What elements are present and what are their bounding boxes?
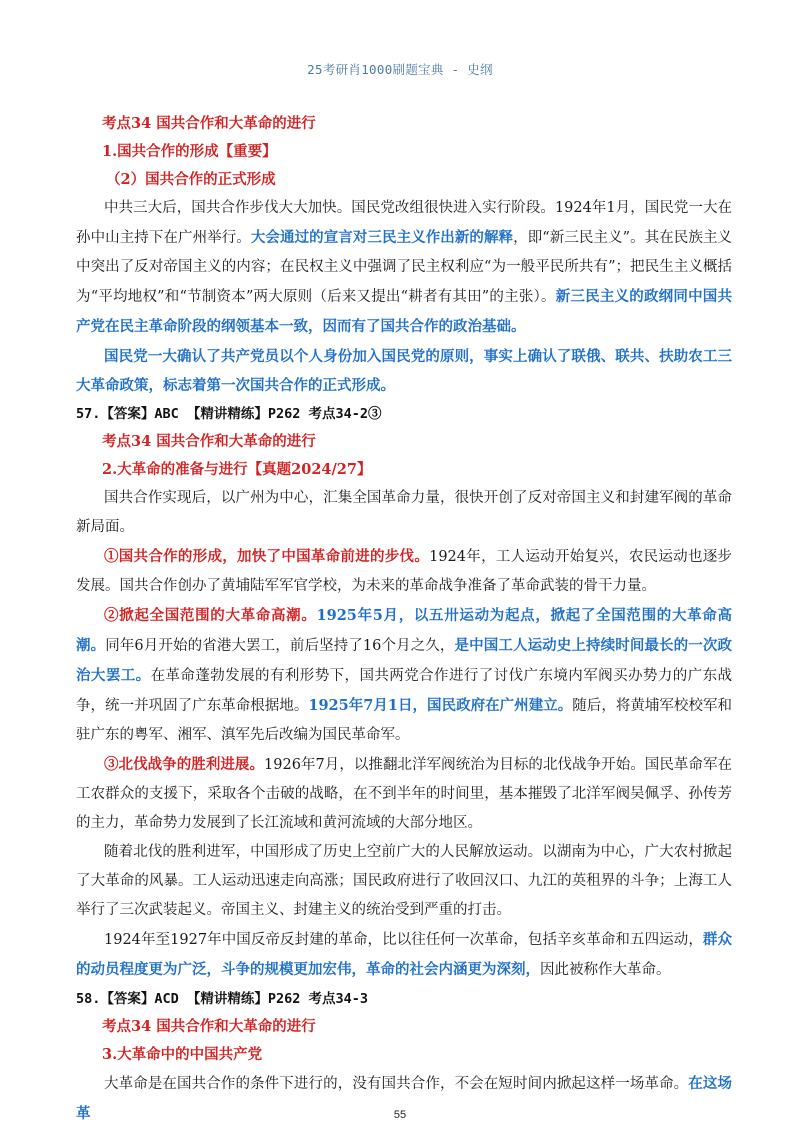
page-content xyxy=(76,110,732,1129)
key-point: ③北伐战争的胜利进展。 xyxy=(104,756,265,773)
paragraph xyxy=(76,542,732,601)
reference-location: P262 考点34-3 xyxy=(267,991,369,1007)
page-number: 55 xyxy=(393,1109,407,1121)
answer-choices: ACD xyxy=(154,991,187,1007)
answer-tag: 【答案】 xyxy=(100,991,155,1007)
text-run: 因此被称作大革命。 xyxy=(540,962,671,978)
section-heading: 1.国共合作的形成【重要】 xyxy=(102,143,277,160)
paragraph xyxy=(76,194,732,342)
answer-line-57 xyxy=(76,400,732,428)
section-heading: 3.大革命中的中国共产党 xyxy=(102,1046,263,1063)
paragraph xyxy=(76,601,732,750)
answer-choices: ABC xyxy=(154,406,187,422)
key-point: ①国共合作的形成，加快了中国革命前进的步伐。 xyxy=(104,548,430,565)
highlight-text: 群众的动员程度更为广泛，斗争的规模更加宏伟，革命的社会内涵更为深刻， xyxy=(76,931,732,978)
reference-tag: 【精讲精练】 xyxy=(186,991,268,1007)
text-run: 随后，将黄埔军校校军和驻广东的粤军、湘军、滇军先后改编为国民革命军。 xyxy=(76,698,733,743)
highlight-text: 是中国工人运动史上持续时间最长的一次政治大罢工。 xyxy=(76,637,732,684)
subsection-heading: （2）国共合作的正式形成 xyxy=(106,171,276,188)
answer-tag: 【答案】 xyxy=(100,406,155,422)
paragraph: 随着北伐的胜利进军，中国形成了历史上空前广大的人民解放运动。以湖南为中心，广大农村掀起了大革命的风暴。工人运动迅速走向高涨；国民政府进行了收回汉口、九江的英租界的斗争；上海工人举行了三次武装起义。帝国主义、封建主义的统治受到严重的打击。 xyxy=(76,844,732,918)
paragraph: 国民党一大确认了共产党员以个人身份加入国民党的原则，事实上确认了联俄、联共、扶助农工三大革命政策，标志着第一次国共合作的正式形成。 xyxy=(76,348,732,394)
section-heading: 2.大革命的准备与进行【真题2024/27】 xyxy=(102,461,372,478)
paragraph xyxy=(76,925,732,985)
highlight-text: 大会通过的宣言对三民主义作出新的解释 xyxy=(250,229,514,246)
text-run: 在革命蓬勃发展的有利形势下，国共两党合作进行了讨伐广东境内军阀买办势力的广东战争，统一并巩固了广东革命根据地。 xyxy=(76,668,732,714)
key-point: ②掀起全国范围的大革命高潮。 xyxy=(104,607,317,624)
paragraph xyxy=(76,750,732,838)
highlight-text: 在这场革 xyxy=(76,1075,733,1122)
highlight-text: 1925年7月1日，国民政府在广州建立。 xyxy=(308,697,573,714)
text-run: 大革命是在国共合作的条件下进行的，没有国共合作，不会在短时间内掀起这样一场革命。 xyxy=(104,1076,689,1092)
kaodian-title: 考点34 国共合作和大革命的进行 xyxy=(102,1018,316,1035)
question-number: 57. xyxy=(76,406,101,422)
highlight-text: 1925年5月，以五卅运动为起点，掀起了全国范围的大革命高潮。 xyxy=(76,607,732,654)
text-run: 1926年7月，以推翻北洋军阀统治为目标的北伐战争开始。国民革命军在工农群众的支援下，采取各个击破的战略，在不到半年的时间里，基本摧毁了北洋军阀吴佩孚、孙传芳的主力，革命势力发展到了长江流域和黄河流域的大部分地区。 xyxy=(76,757,733,831)
text-run: 同年6月开始的省港大罢工，前后坚持了16个月之久， xyxy=(105,638,455,654)
text-run: 1924年至1927年中国反帝反封建的革命，比以往任何一次革命，包括辛亥革命和五四运动， xyxy=(104,932,703,948)
reference-tag: 【精讲精练】 xyxy=(186,406,268,422)
kaodian-title: 考点34 国共合作和大革命的进行 xyxy=(102,433,316,450)
answer-line-58 xyxy=(76,985,732,1013)
text-run: ，即“新三民主义”。其在民族主义中突出了反对帝国主义的内容；在民权主义中强调了民主权利应“为一般平民所共有”；把民生主义概括为“平均地权”和“节制资本”两大原则（后来又提出“耕者有其田”的主张）。 xyxy=(76,230,733,305)
kaodian-title: 考点34 国共合作和大革命的进行 xyxy=(102,115,316,132)
question-number: 58. xyxy=(76,991,101,1007)
text-run: 中共三大后，国共合作步伐大大加快。国民党改组很快进入实行阶段。1924年1月，国民党一大在孙中山主持下在广州举行。 xyxy=(76,200,732,246)
reference-location: P262 考点34-2③ xyxy=(267,406,382,422)
highlight-text: 新三民主义的政纲同中国共产党在民主革命阶段的纲领基本一致，因而有了国共合作的政治基础。 xyxy=(76,288,733,335)
paragraph: 国共合作实现后，以广州为中心，汇集全国革命力量，很快开创了反对帝国主义和封建军阀的革命新局面。 xyxy=(76,490,732,535)
text-run: 1924年，工人运动开始复兴，农民运动也逐步发展。国共合作创办了黄埔陆军军官学校，为未来的革命战争准备了革命武装的骨干力量。 xyxy=(76,549,733,594)
page-header: 25考研肖1000刷题宝典 - 史纲 xyxy=(307,62,493,77)
